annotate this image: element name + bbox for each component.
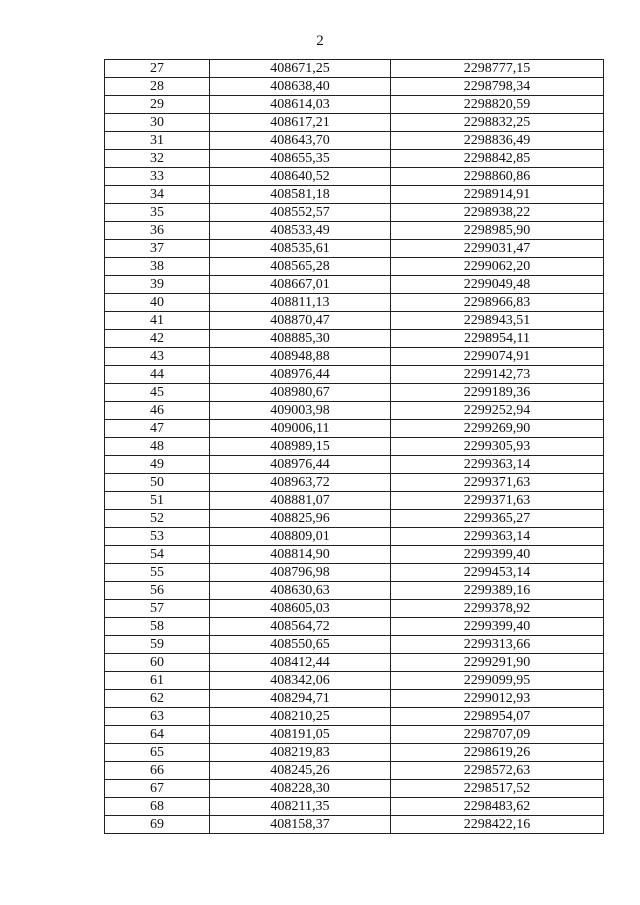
table-row: [105, 816, 604, 834]
x-coordinate-cell: 408564,72: [210, 618, 391, 636]
y-coordinate-cell: 2299453,14: [391, 564, 604, 582]
point-number-cell: 54: [105, 546, 210, 564]
point-number-cell: 30: [105, 114, 210, 132]
coordinates-table: [104, 59, 604, 834]
y-coordinate-cell: 2298798,34: [391, 78, 604, 96]
y-coordinate-cell: 2298483,62: [391, 798, 604, 816]
x-coordinate-cell: 408605,03: [210, 600, 391, 618]
point-number-cell: 29: [105, 96, 210, 114]
table-row: [105, 96, 604, 114]
x-coordinate-cell: 408963,72: [210, 474, 391, 492]
x-coordinate-cell: 408158,37: [210, 816, 391, 834]
x-coordinate-cell: 408655,35: [210, 150, 391, 168]
point-number-cell: 43: [105, 348, 210, 366]
table-row: [105, 204, 604, 222]
x-coordinate-cell: 408976,44: [210, 456, 391, 474]
x-coordinate-cell: 408989,15: [210, 438, 391, 456]
point-number-cell: 50: [105, 474, 210, 492]
point-number-cell: 60: [105, 654, 210, 672]
point-number-cell: 45: [105, 384, 210, 402]
y-coordinate-cell: 2298836,49: [391, 132, 604, 150]
x-coordinate-cell: 408814,90: [210, 546, 391, 564]
y-coordinate-cell: 2298966,83: [391, 294, 604, 312]
y-coordinate-cell: 2299031,47: [391, 240, 604, 258]
point-number-cell: 37: [105, 240, 210, 258]
table-row: [105, 510, 604, 528]
x-coordinate-cell: 408552,57: [210, 204, 391, 222]
x-coordinate-cell: 408535,61: [210, 240, 391, 258]
y-coordinate-cell: 2299389,16: [391, 582, 604, 600]
y-coordinate-cell: 2299378,92: [391, 600, 604, 618]
point-number-cell: 41: [105, 312, 210, 330]
y-coordinate-cell: 2299313,66: [391, 636, 604, 654]
y-coordinate-cell: 2299142,73: [391, 366, 604, 384]
y-coordinate-cell: 2298954,07: [391, 708, 604, 726]
y-coordinate-cell: 2298707,09: [391, 726, 604, 744]
table-row: [105, 150, 604, 168]
table-row: [105, 438, 604, 456]
point-number-cell: 36: [105, 222, 210, 240]
x-coordinate-cell: 408640,52: [210, 168, 391, 186]
point-number-cell: 67: [105, 780, 210, 798]
x-coordinate-cell: 409003,98: [210, 402, 391, 420]
y-coordinate-cell: 2298914,91: [391, 186, 604, 204]
y-coordinate-cell: 2299371,63: [391, 492, 604, 510]
x-coordinate-cell: 408565,28: [210, 258, 391, 276]
x-coordinate-cell: 408533,49: [210, 222, 391, 240]
table-row: [105, 366, 604, 384]
x-coordinate-cell: 408617,21: [210, 114, 391, 132]
x-coordinate-cell: 408671,25: [210, 60, 391, 78]
x-coordinate-cell: 408976,44: [210, 366, 391, 384]
y-coordinate-cell: 2298572,63: [391, 762, 604, 780]
table-row: [105, 528, 604, 546]
table-row: [105, 672, 604, 690]
table-row: [105, 582, 604, 600]
y-coordinate-cell: 2299363,14: [391, 456, 604, 474]
y-coordinate-cell: 2298943,51: [391, 312, 604, 330]
y-coordinate-cell: 2299399,40: [391, 618, 604, 636]
table-row: [105, 798, 604, 816]
table-row: [105, 402, 604, 420]
x-coordinate-cell: 408638,40: [210, 78, 391, 96]
table-row: [105, 636, 604, 654]
point-number-cell: 61: [105, 672, 210, 690]
point-number-cell: 57: [105, 600, 210, 618]
x-coordinate-cell: 408210,25: [210, 708, 391, 726]
point-number-cell: 63: [105, 708, 210, 726]
table-row: [105, 654, 604, 672]
x-coordinate-cell: 408342,06: [210, 672, 391, 690]
x-coordinate-cell: 408643,70: [210, 132, 391, 150]
x-coordinate-cell: 408228,30: [210, 780, 391, 798]
y-coordinate-cell: 2298985,90: [391, 222, 604, 240]
y-coordinate-cell: 2298619,26: [391, 744, 604, 762]
point-number-cell: 46: [105, 402, 210, 420]
point-number-cell: 38: [105, 258, 210, 276]
table-row: [105, 744, 604, 762]
x-coordinate-cell: 408581,18: [210, 186, 391, 204]
x-coordinate-cell: 408870,47: [210, 312, 391, 330]
point-number-cell: 40: [105, 294, 210, 312]
y-coordinate-cell: 2299365,27: [391, 510, 604, 528]
table-row: [105, 474, 604, 492]
point-number-cell: 68: [105, 798, 210, 816]
y-coordinate-cell: 2299269,90: [391, 420, 604, 438]
y-coordinate-cell: 2299049,48: [391, 276, 604, 294]
table-row: [105, 168, 604, 186]
point-number-cell: 32: [105, 150, 210, 168]
table-row: [105, 492, 604, 510]
point-number-cell: 49: [105, 456, 210, 474]
table-row: [105, 348, 604, 366]
point-number-cell: 44: [105, 366, 210, 384]
point-number-cell: 62: [105, 690, 210, 708]
y-coordinate-cell: 2299252,94: [391, 402, 604, 420]
y-coordinate-cell: 2298517,52: [391, 780, 604, 798]
table-row: [105, 690, 604, 708]
y-coordinate-cell: 2298422,16: [391, 816, 604, 834]
x-coordinate-cell: 408809,01: [210, 528, 391, 546]
y-coordinate-cell: 2299074,91: [391, 348, 604, 366]
table-row: [105, 384, 604, 402]
y-coordinate-cell: 2299363,14: [391, 528, 604, 546]
point-number-cell: 69: [105, 816, 210, 834]
x-coordinate-cell: 408412,44: [210, 654, 391, 672]
table-row: [105, 780, 604, 798]
point-number-cell: 58: [105, 618, 210, 636]
table-row: [105, 240, 604, 258]
table-row: [105, 186, 604, 204]
y-coordinate-cell: 2299399,40: [391, 546, 604, 564]
x-coordinate-cell: 408667,01: [210, 276, 391, 294]
x-coordinate-cell: 408980,67: [210, 384, 391, 402]
y-coordinate-cell: 2298832,25: [391, 114, 604, 132]
table-row: [105, 78, 604, 96]
x-coordinate-cell: 408630,63: [210, 582, 391, 600]
point-number-cell: 56: [105, 582, 210, 600]
point-number-cell: 48: [105, 438, 210, 456]
point-number-cell: 59: [105, 636, 210, 654]
table-row: [105, 618, 604, 636]
x-coordinate-cell: 408294,71: [210, 690, 391, 708]
y-coordinate-cell: 2299189,36: [391, 384, 604, 402]
point-number-cell: 66: [105, 762, 210, 780]
coordinates-table-body: [105, 60, 604, 834]
x-coordinate-cell: 408550,65: [210, 636, 391, 654]
table-row: [105, 762, 604, 780]
table-row: [105, 456, 604, 474]
table-row: [105, 330, 604, 348]
y-coordinate-cell: 2298860,86: [391, 168, 604, 186]
table-row: [105, 564, 604, 582]
point-number-cell: 55: [105, 564, 210, 582]
page-number: 2: [316, 33, 324, 49]
x-coordinate-cell: 408796,98: [210, 564, 391, 582]
x-coordinate-cell: 408245,26: [210, 762, 391, 780]
point-number-cell: 28: [105, 78, 210, 96]
point-number-cell: 64: [105, 726, 210, 744]
point-number-cell: 53: [105, 528, 210, 546]
table-row: [105, 60, 604, 78]
x-coordinate-cell: 408948,88: [210, 348, 391, 366]
point-number-cell: 33: [105, 168, 210, 186]
y-coordinate-cell: 2299371,63: [391, 474, 604, 492]
y-coordinate-cell: 2298777,15: [391, 60, 604, 78]
point-number-cell: 51: [105, 492, 210, 510]
point-number-cell: 31: [105, 132, 210, 150]
x-coordinate-cell: 408881,07: [210, 492, 391, 510]
table-row: [105, 708, 604, 726]
table-row: [105, 294, 604, 312]
y-coordinate-cell: 2298820,59: [391, 96, 604, 114]
table-row: [105, 726, 604, 744]
x-coordinate-cell: 408885,30: [210, 330, 391, 348]
point-number-cell: 39: [105, 276, 210, 294]
y-coordinate-cell: 2299305,93: [391, 438, 604, 456]
point-number-cell: 47: [105, 420, 210, 438]
x-coordinate-cell: 408219,83: [210, 744, 391, 762]
x-coordinate-cell: 408191,05: [210, 726, 391, 744]
x-coordinate-cell: 408614,03: [210, 96, 391, 114]
point-number-cell: 34: [105, 186, 210, 204]
y-coordinate-cell: 2298938,22: [391, 204, 604, 222]
x-coordinate-cell: 408825,96: [210, 510, 391, 528]
x-coordinate-cell: 409006,11: [210, 420, 391, 438]
y-coordinate-cell: 2299062,20: [391, 258, 604, 276]
point-number-cell: 52: [105, 510, 210, 528]
y-coordinate-cell: 2299012,93: [391, 690, 604, 708]
x-coordinate-cell: 408211,35: [210, 798, 391, 816]
point-number-cell: 65: [105, 744, 210, 762]
table-row: [105, 276, 604, 294]
table-row: [105, 114, 604, 132]
y-coordinate-cell: 2298842,85: [391, 150, 604, 168]
point-number-cell: 42: [105, 330, 210, 348]
table-row: [105, 420, 604, 438]
x-coordinate-cell: 408811,13: [210, 294, 391, 312]
y-coordinate-cell: 2299099,95: [391, 672, 604, 690]
table-row: [105, 312, 604, 330]
table-row: [105, 600, 604, 618]
y-coordinate-cell: 2298954,11: [391, 330, 604, 348]
point-number-cell: 27: [105, 60, 210, 78]
table-row: [105, 546, 604, 564]
point-number-cell: 35: [105, 204, 210, 222]
table-row: [105, 222, 604, 240]
y-coordinate-cell: 2299291,90: [391, 654, 604, 672]
table-row: [105, 132, 604, 150]
table-row: [105, 258, 604, 276]
